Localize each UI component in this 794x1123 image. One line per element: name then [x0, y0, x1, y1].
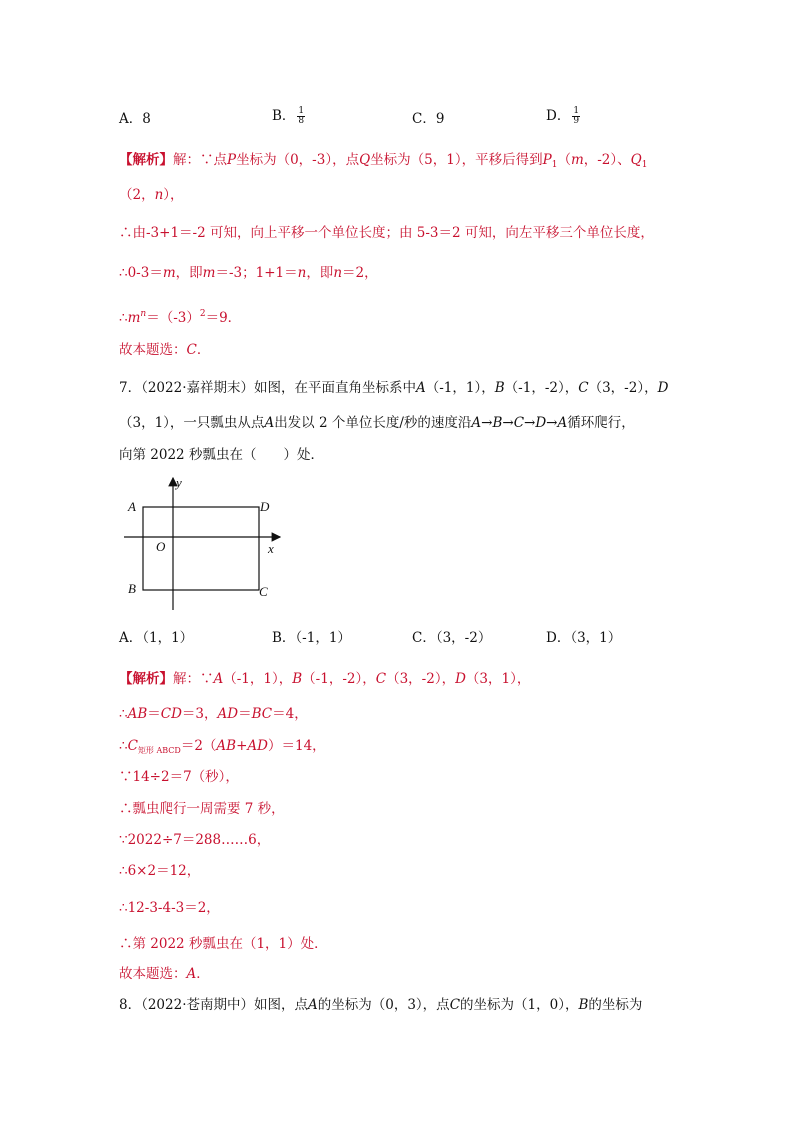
q7-option-b: B．（-1，1） — [272, 630, 351, 646]
q7-stem-line-2: （3，1），一只瓢虫从点A出发以 2 个单位长度/秒的速度沿A→B→C→D→A循环爬行， — [119, 415, 635, 431]
label-d: D — [260, 499, 270, 514]
q7-solution-line-6: ∵2022÷7＝288……6， — [119, 832, 271, 848]
q7-solution-line-5: ∴瓢虫爬行一周需要 7 秒， — [119, 801, 285, 817]
q7-option-c: C．（3，-2） — [412, 630, 492, 646]
label-b: B — [128, 581, 136, 596]
label-a: A — [128, 499, 136, 514]
label-c: C — [259, 584, 268, 599]
q7-stem-line-3: 向第 2022 秒瓢虫在（ ）处． — [119, 447, 324, 463]
q8-stem-line-1: 8．（2022·苍南期中）如图，点A的坐标为（0，3），点C的坐标为（1，0），B的坐标为 — [119, 997, 643, 1013]
q7-solution-line-7: ∴6×2＝12， — [119, 863, 201, 879]
q7-option-a: A．（1，1） — [119, 630, 194, 646]
q7-stem-line-1: 7．（2022·嘉祥期末）如图，在平面直角坐标系中A（-1，1），B（-1，-2），C（3，-2），D — [119, 380, 669, 396]
q7-option-d: D．（3，1） — [546, 630, 622, 646]
label-y-axis: y — [176, 475, 182, 490]
q7-solution-line-9: ∴第 2022 秒瓢虫在（1，1）处． — [119, 936, 328, 952]
q7-solution-line-8: ∴12-3-4-3＝2， — [119, 900, 220, 916]
q7-solution-line-2: ∴AB＝CD＝3，AD＝BC＝4， — [119, 706, 308, 722]
q6-option-a: A．8 — [119, 111, 151, 127]
q6-option-b-fraction: $\frac{1}{8}$ — [298, 106, 305, 126]
q7-solution-answer: 故本题选：A． — [119, 966, 210, 982]
q6-option-d-fraction: $\frac{1}{9}$ — [573, 106, 580, 126]
q6-solution-answer: 故本题选：C． — [119, 342, 211, 358]
q6-solution-line-5: $\therefore m^n=(-3)^2=9$． — [119, 309, 242, 326]
q7-solution-line-1: 【解析】解：∵A（-1，1），B（-1，-2），C（3，-2），D（3，1）， — [119, 671, 531, 687]
q6-option-c: C．9 — [412, 111, 445, 127]
q6-solution-line-3: ∴由-3+1＝-2 可知，向上平移一个单位长度；由 5-3＝2 可知，向左平移三个单位长度， — [119, 225, 654, 241]
q7-coordinate-figure — [118, 472, 288, 614]
q6-option-d: D． $\frac{1}{9}$ — [546, 106, 580, 126]
q7-solution-line-3: $\therefore C_{矩形 ABCD}=2(AB+AD)=14$， — [119, 738, 326, 755]
q6-solution-line-4: ∴0-3＝m，即m＝-3；1+1＝n，即n＝2， — [119, 265, 378, 281]
q7-solution-line-4: ∵14÷2＝7（秒）， — [119, 769, 239, 785]
q6-option-b: B． $\frac{1}{8}$ — [272, 106, 305, 126]
label-origin: O — [156, 539, 166, 554]
label-x-axis: x — [268, 541, 274, 556]
q6-solution-line-1: 【解析】解：∵点P坐标为（0，-3），点Q坐标为（5，1），平移后得到$P_1(m$，-2）、$Q_1$ — [119, 152, 648, 170]
q6-solution-line-2: （2，n）， — [119, 187, 184, 203]
